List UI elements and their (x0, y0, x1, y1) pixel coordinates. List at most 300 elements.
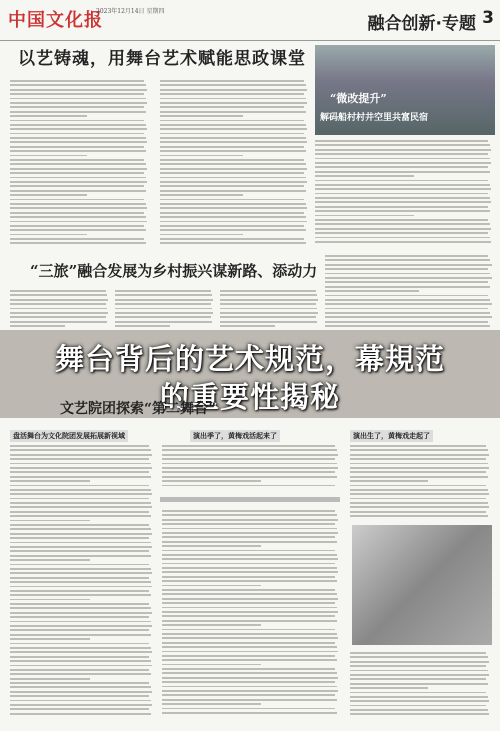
text-line (160, 84, 306, 86)
text-line (162, 476, 337, 478)
text-line (325, 303, 492, 305)
text-line (10, 594, 151, 596)
text-line (160, 199, 304, 201)
text-line (315, 162, 491, 164)
text-line (350, 656, 488, 658)
text-line (162, 567, 337, 569)
text-line (160, 155, 243, 157)
text-line (162, 563, 335, 565)
text-line (350, 449, 488, 451)
text-line (10, 120, 144, 122)
text-line (10, 185, 144, 187)
text-line (325, 312, 490, 314)
body-column (115, 290, 215, 330)
text-line (10, 704, 152, 706)
text-line (162, 620, 337, 622)
text-line (10, 221, 147, 223)
text-line (160, 115, 243, 117)
text-line (350, 665, 486, 667)
text-line (10, 128, 147, 130)
text-line (315, 188, 491, 190)
text-line (160, 212, 304, 214)
text-line (10, 203, 146, 205)
body-column (315, 140, 495, 250)
text-line (10, 647, 151, 649)
text-line (315, 175, 414, 177)
text-line (162, 554, 337, 556)
text-line (315, 140, 488, 142)
text-line (162, 558, 338, 560)
text-line (10, 454, 152, 456)
text-line (10, 199, 144, 201)
text-line (10, 299, 108, 301)
text-line (325, 281, 488, 283)
text-line (162, 528, 337, 530)
body-column (350, 652, 492, 722)
text-line (160, 181, 307, 183)
text-line (10, 616, 149, 618)
text-line (350, 687, 428, 689)
text-line (325, 286, 490, 288)
text-line (162, 471, 335, 473)
text-line (162, 467, 338, 469)
text-line (315, 144, 490, 146)
text-line (350, 454, 489, 456)
text-line (10, 542, 151, 544)
text-line (350, 511, 486, 513)
text-line (10, 621, 151, 623)
text-line (10, 172, 144, 174)
text-line (10, 515, 151, 517)
text-line (10, 476, 151, 478)
text-line (10, 190, 146, 192)
text-line (325, 299, 490, 301)
text-line (315, 184, 490, 186)
text-line (162, 589, 335, 591)
text-line (350, 489, 488, 491)
text-line (115, 303, 211, 305)
text-line (10, 155, 87, 157)
text-line (162, 480, 261, 482)
text-line (10, 321, 107, 323)
text-line (162, 686, 337, 688)
text-line (162, 690, 338, 692)
text-line (10, 678, 90, 680)
text-line (325, 264, 492, 266)
text-line (325, 308, 488, 310)
text-line (10, 234, 87, 236)
text-line (115, 308, 212, 310)
page-number: 3 (482, 8, 494, 28)
text-line (10, 445, 149, 447)
text-line (10, 599, 90, 601)
text-line (10, 216, 146, 218)
text-line (160, 133, 304, 135)
text-line (162, 672, 337, 674)
text-line (160, 106, 304, 108)
text-line (160, 221, 307, 223)
text-line (162, 454, 338, 456)
text-line (160, 177, 306, 179)
text-line (325, 325, 490, 327)
text-line (162, 629, 335, 631)
text-line (10, 303, 106, 305)
text-line (162, 664, 261, 666)
text-line (315, 206, 488, 208)
text-line (10, 480, 90, 482)
text-line (162, 519, 338, 521)
text-line (162, 545, 261, 547)
performance-photo (352, 525, 492, 645)
text-line (10, 177, 146, 179)
subhead: 演出季了，黄梅戏活起来了 (190, 430, 280, 442)
text-line (162, 694, 335, 696)
text-line (10, 581, 151, 583)
text-line (10, 660, 151, 662)
text-line (10, 559, 90, 561)
text-line (350, 652, 486, 654)
text-line (10, 607, 151, 609)
text-line (350, 506, 489, 508)
text-line (10, 111, 146, 113)
text-line (315, 197, 490, 199)
text-line (10, 537, 149, 539)
text-line (162, 510, 335, 512)
text-line (10, 312, 108, 314)
text-line (10, 625, 152, 627)
text-line (160, 120, 304, 122)
text-line (10, 586, 152, 588)
text-line (10, 533, 152, 535)
newspaper-logo: 中国文化报 (8, 10, 103, 31)
masthead (0, 0, 500, 41)
text-line (10, 656, 149, 658)
text-line (350, 498, 486, 500)
text-line (10, 638, 90, 640)
text-line (10, 159, 144, 161)
text-line (10, 564, 149, 566)
text-line (220, 312, 318, 314)
body-column (350, 445, 492, 520)
text-line (10, 550, 149, 552)
text-line (10, 577, 149, 579)
headline-1: 以艺铸魂，用舞台艺术赋能思政课堂 (18, 49, 306, 69)
text-line (162, 463, 337, 465)
text-line (10, 168, 147, 170)
text-line (10, 325, 65, 327)
text-line (10, 691, 152, 693)
text-line (10, 669, 149, 671)
text-line (160, 93, 304, 95)
text-line (115, 321, 212, 323)
text-line (10, 708, 149, 710)
text-line (10, 471, 149, 473)
text-line (10, 316, 106, 318)
text-line (160, 163, 306, 165)
text-line (115, 312, 213, 314)
text-line (10, 225, 144, 227)
body-column (10, 80, 150, 250)
text-line (162, 677, 338, 679)
text-line (160, 141, 307, 143)
text-line (160, 159, 304, 161)
text-line (10, 643, 149, 645)
text-line (10, 485, 149, 487)
text-line (162, 637, 338, 639)
section-title: 融合创新·专题 (367, 14, 476, 34)
text-line (315, 153, 488, 155)
text-line (162, 681, 335, 683)
text-line (325, 273, 490, 275)
text-line (10, 493, 152, 495)
text-line (160, 102, 307, 104)
text-line (10, 150, 146, 152)
text-line (115, 325, 170, 327)
text-line (325, 295, 488, 297)
overlay-title-line-1: 舞台背后的艺术规范，幕規范 (54, 342, 445, 376)
text-line (350, 471, 486, 473)
text-line (10, 146, 144, 148)
text-line (350, 713, 489, 715)
text-line (10, 212, 144, 214)
text-line (162, 598, 338, 600)
text-line (10, 133, 144, 135)
text-line (162, 655, 335, 657)
text-line (10, 467, 152, 469)
text-line (10, 163, 146, 165)
overlay-title-line-2: 的重要性揭秘 (159, 380, 340, 414)
text-line (325, 277, 492, 279)
text-line (10, 524, 149, 526)
text-line (160, 168, 307, 170)
text-line (162, 615, 335, 617)
text-line (10, 115, 87, 117)
text-line (315, 228, 491, 230)
text-line (10, 194, 87, 196)
text-line (160, 89, 307, 91)
text-line (350, 445, 486, 447)
text-line (220, 316, 316, 318)
text-line (350, 485, 486, 487)
text-line (162, 642, 335, 644)
text-line (162, 708, 335, 710)
photo-caption-2: 解码船村村井空里共富民宿 (320, 113, 429, 123)
text-line (160, 185, 304, 187)
text-line (10, 555, 151, 557)
text-line (350, 515, 488, 517)
text-line (220, 303, 316, 305)
text-line (162, 633, 337, 635)
text-line (162, 593, 337, 595)
photo-caption: “微改提升” (330, 92, 387, 105)
text-line (162, 699, 337, 701)
text-line (10, 498, 149, 500)
text-line (160, 98, 306, 100)
text-line (350, 674, 489, 676)
dateline: 2023年12月14日 星期四 (96, 8, 165, 15)
text-line (162, 536, 335, 538)
text-line (162, 445, 335, 447)
text-line (160, 146, 304, 148)
text-line (10, 463, 151, 465)
text-line (10, 520, 90, 522)
text-line (115, 294, 212, 296)
text-line (315, 241, 491, 243)
text-line (10, 713, 151, 715)
text-line (162, 580, 337, 582)
text-line (350, 709, 488, 711)
text-line (10, 506, 152, 508)
text-line (162, 485, 335, 487)
text-line (10, 502, 151, 504)
subhead: 演出生了，黄梅戏走起了 (350, 430, 433, 442)
text-line (160, 242, 306, 244)
text-line (350, 493, 489, 495)
text-line (10, 528, 151, 530)
text-line (10, 106, 144, 108)
text-line (325, 290, 419, 292)
body-column (325, 255, 495, 330)
text-line (315, 237, 490, 239)
text-line (350, 696, 488, 698)
text-line (10, 294, 107, 296)
text-line (162, 576, 335, 578)
text-line (315, 158, 490, 160)
text-line (315, 193, 488, 195)
text-line (160, 238, 304, 240)
text-line (10, 634, 151, 636)
text-line (10, 124, 146, 126)
text-line (315, 166, 488, 168)
text-line (162, 607, 337, 609)
text-line (115, 299, 213, 301)
text-line (162, 668, 335, 670)
text-line (160, 229, 306, 231)
body-column (162, 510, 342, 720)
text-line (160, 124, 306, 126)
text-line (160, 137, 306, 139)
text-line (160, 203, 306, 205)
text-line (162, 703, 261, 705)
text-line (162, 624, 261, 626)
text-line (350, 705, 486, 707)
text-line (350, 463, 488, 465)
text-line (162, 514, 337, 516)
text-line (10, 651, 152, 653)
text-line (10, 242, 146, 244)
text-line (220, 299, 318, 301)
body-column (162, 445, 342, 490)
text-line (350, 678, 486, 680)
text-line (162, 523, 335, 525)
text-line (162, 571, 338, 573)
text-line (162, 541, 337, 543)
text-line (10, 93, 144, 95)
text-line (350, 683, 488, 685)
text-line (350, 670, 488, 672)
text-line (162, 602, 335, 604)
text-line (350, 502, 488, 504)
text-line (315, 210, 490, 212)
text-line (325, 255, 488, 257)
text-line (325, 316, 492, 318)
text-line (162, 611, 338, 613)
text-line (350, 661, 489, 663)
text-line (10, 603, 149, 605)
text-line (10, 612, 152, 614)
text-line (350, 480, 428, 482)
text-line (220, 294, 317, 296)
text-line (162, 712, 337, 714)
text-line (325, 259, 490, 261)
text-line (350, 700, 489, 702)
text-line (162, 550, 335, 552)
text-line (10, 590, 149, 592)
body-column (160, 80, 310, 250)
text-line (315, 219, 488, 221)
text-line (160, 128, 307, 130)
divider (160, 497, 340, 502)
text-line (10, 682, 149, 684)
text-line (160, 190, 306, 192)
text-line (10, 80, 144, 82)
text-line (10, 181, 147, 183)
text-line (10, 102, 147, 104)
text-line (160, 172, 304, 174)
text-line (220, 325, 275, 327)
text-line (10, 98, 146, 100)
text-line (10, 700, 151, 702)
text-line (160, 150, 306, 152)
text-line (10, 207, 147, 209)
text-line (160, 216, 306, 218)
text-line (315, 180, 488, 182)
text-line (10, 546, 152, 548)
body-column (10, 445, 155, 720)
text-line (350, 476, 488, 478)
text-line (115, 316, 211, 318)
body-column (220, 290, 320, 330)
body-column (10, 290, 110, 330)
text-line (315, 171, 490, 173)
text-line (162, 659, 337, 661)
text-line (10, 568, 151, 570)
text-line (325, 268, 488, 270)
text-line (220, 290, 316, 292)
text-line (10, 84, 146, 86)
text-line (350, 692, 486, 694)
text-line (160, 234, 243, 236)
text-line (315, 149, 491, 151)
text-line (10, 629, 149, 631)
subhead: 盘活舞台为文化院团发展拓展新视域 (10, 430, 128, 442)
text-line (10, 238, 144, 240)
text-line (10, 137, 146, 139)
text-line (10, 695, 149, 697)
text-line (315, 223, 490, 225)
text-line (350, 467, 489, 469)
text-line (220, 321, 317, 323)
text-line (160, 207, 307, 209)
text-line (162, 585, 261, 587)
text-line (10, 458, 149, 460)
text-line (162, 458, 335, 460)
text-line (10, 686, 151, 688)
text-line (160, 111, 306, 113)
text-line (162, 651, 338, 653)
text-line (162, 646, 337, 648)
text-line (315, 215, 414, 217)
